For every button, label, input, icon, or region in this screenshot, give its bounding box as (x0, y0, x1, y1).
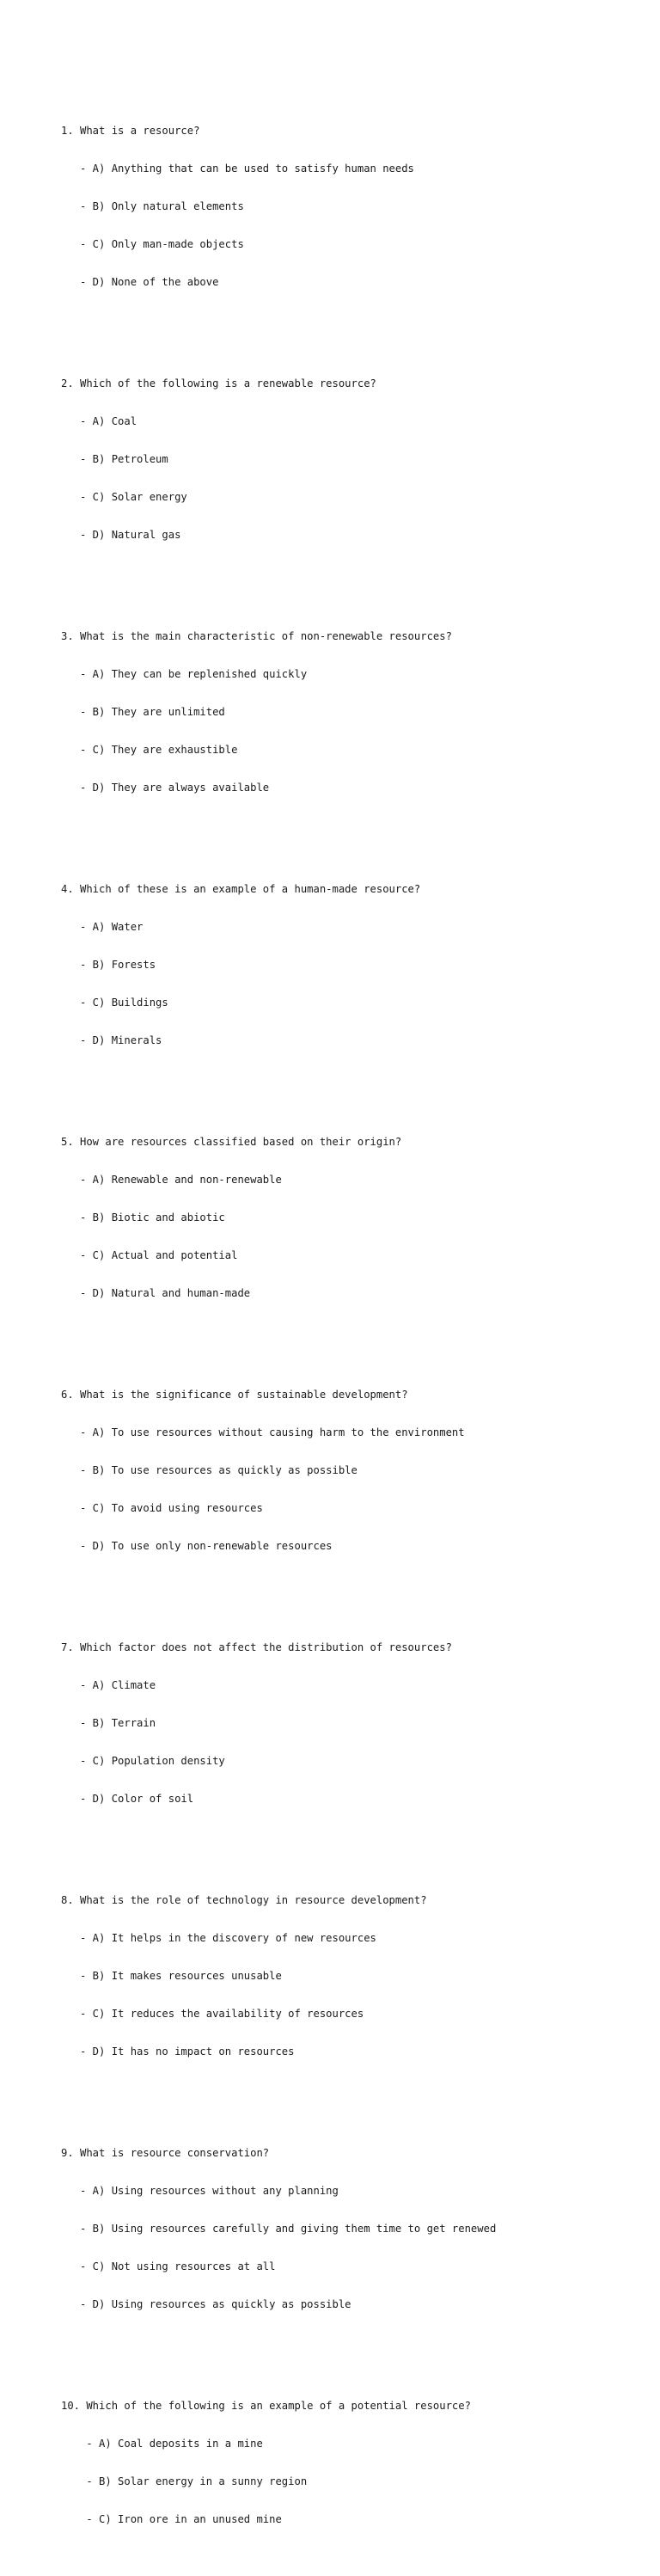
question-4 (61, 857, 654, 1072)
option-a: - A) Coal deposits in a mine (61, 2437, 263, 2450)
option-d: - D) Using resources as quickly as possible (61, 2297, 351, 2310)
option-b: - B) Solar energy in a sunny region (61, 2475, 308, 2487)
option-a: - A) It helps in the discovery of new resources (61, 1931, 376, 1944)
question-7 (61, 1616, 654, 1831)
option-c: - C) Actual and potential (61, 1248, 238, 1261)
option-c: - C) To avoid using resources (61, 1501, 263, 1514)
question-8 (61, 1868, 654, 2083)
question-text: 10. Which of the following is an example of a potential resource? (61, 2399, 471, 2412)
question-text: 5. How are resources classified based on their origin? (61, 1135, 402, 1148)
question-9 (61, 2121, 654, 2336)
question-1 (61, 99, 654, 314)
question-3 (61, 604, 654, 819)
question-2 (61, 352, 654, 567)
option-c: - C) Iron ore in an unused mine (61, 2512, 282, 2525)
option-b: - B) Biotic and abiotic (61, 1211, 225, 1224)
question-text: 1. What is a resource? (61, 124, 200, 137)
option-d: - D) Natural and human-made (61, 1287, 251, 1300)
option-c: - C) Not using resources at all (61, 2260, 276, 2272)
option-d: - D) It has no impact on resources (61, 2045, 295, 2058)
option-a: - A) Coal (61, 414, 138, 427)
option-d: - D) Minerals (61, 1034, 162, 1047)
option-c: - C) Only man-made objects (61, 238, 244, 251)
option-a: - A) Climate (61, 1678, 156, 1691)
option-d: - D) To use only non-renewable resources (61, 1540, 333, 1553)
option-a: - A) To use resources without causing harm to the environment (61, 1426, 465, 1438)
question-text: 9. What is resource conservation? (61, 2146, 270, 2159)
option-a: - A) Anything that can be used to satisfy human needs (61, 162, 414, 175)
option-c: - C) Buildings (61, 997, 168, 1009)
option-b: - B) It makes resources unusable (61, 1969, 282, 1982)
question-5 (61, 1110, 654, 1325)
option-d: - D) Natural gas (61, 529, 181, 542)
option-b: - B) They are unlimited (61, 705, 225, 718)
document-page (61, 74, 654, 2576)
option-c: - C) Solar energy (61, 491, 187, 504)
option-b: - B) Using resources carefully and giving them time to get renewed (61, 2222, 497, 2235)
question-text: 2. Which of the following is a renewable resource? (61, 377, 376, 389)
option-a: - A) Using resources without any planning (61, 2184, 339, 2197)
option-b: - B) Forests (61, 958, 156, 971)
option-d: - D) They are always available (61, 782, 270, 794)
option-a: - A) They can be replenished quickly (61, 667, 308, 680)
question-text: 7. Which factor does not affect the distribution of resources? (61, 1641, 452, 1653)
option-d: - D) None of the above (61, 276, 219, 289)
option-a: - A) Water (61, 920, 144, 933)
question-10 (61, 2374, 654, 2551)
option-b: - B) Only natural elements (61, 200, 244, 212)
option-b: - B) Petroleum (61, 452, 168, 465)
option-c: - C) They are exhaustible (61, 744, 238, 757)
question-text: 4. Which of these is an example of a human-made resource? (61, 882, 421, 895)
question-text: 8. What is the role of technology in resource development? (61, 1893, 427, 1906)
question-text: 3. What is the main characteristic of non-renewable resources? (61, 629, 452, 642)
question-text: 6. What is the significance of sustainable development? (61, 1388, 408, 1401)
option-d: - D) Color of soil (61, 1793, 194, 1805)
option-a: - A) Renewable and non-renewable (61, 1173, 282, 1186)
option-b: - B) To use resources as quickly as possible (61, 1463, 358, 1476)
question-6 (61, 1363, 654, 1578)
option-b: - B) Terrain (61, 1716, 156, 1729)
option-c: - C) Population density (61, 1754, 225, 1767)
option-c: - C) It reduces the availability of resources (61, 2007, 364, 2020)
